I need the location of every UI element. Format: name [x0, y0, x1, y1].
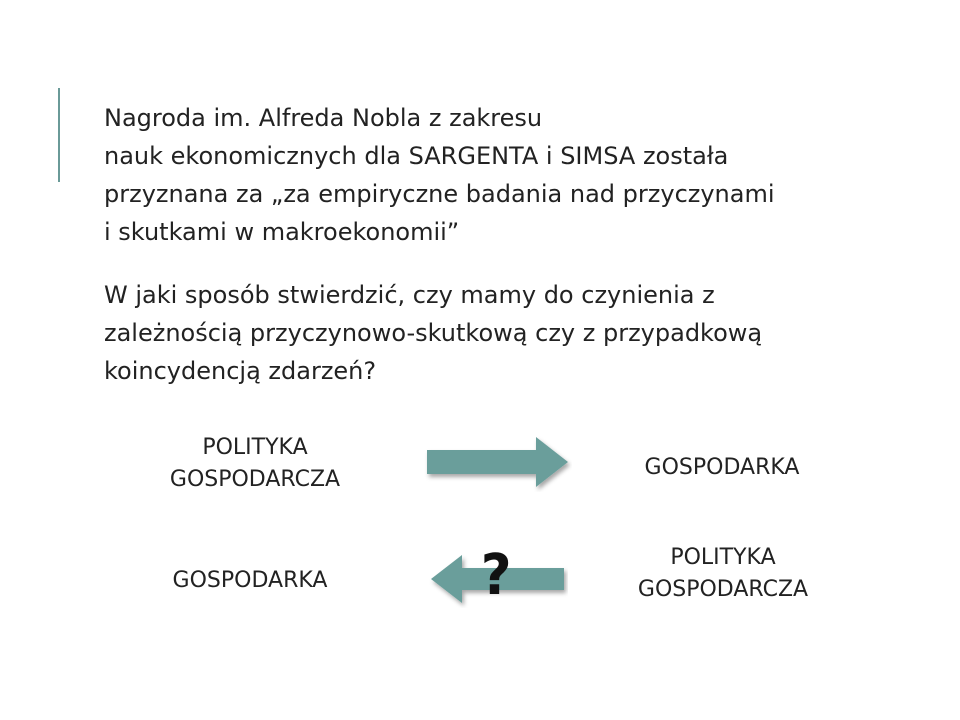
label-line: GOSPODARCZA — [169, 467, 341, 492]
paragraph-line: i skutkami w makroekonomii” — [104, 218, 460, 246]
economy-label-effect — [612, 452, 832, 484]
label-line: GOSPODARKA — [172, 568, 328, 593]
paragraph-line: Nagroda im. Alfreda Nobla z zakresu — [104, 104, 543, 132]
policy-label-effect — [608, 542, 838, 606]
question-mark-icon: ? — [480, 543, 512, 608]
policy-label-cause — [140, 432, 370, 496]
economy-label-cause — [140, 565, 360, 597]
label-line: POLITYKA — [670, 545, 776, 570]
paragraph-line: przyznana za „za empiryczne badania nad przyczynami — [104, 180, 775, 208]
arrow-shape — [427, 437, 568, 487]
label-line: POLITYKA — [202, 435, 308, 460]
label-line: GOSPODARKA — [644, 455, 800, 480]
question-paragraph — [104, 276, 762, 390]
paragraph-line: zależnością przyczynowo-skutkową czy z przypadkową — [104, 319, 763, 347]
accent-bar — [58, 88, 60, 182]
paragraph-line: W jaki sposób stwierdzić, czy mamy do czynienia z — [104, 281, 715, 309]
paragraph-line: koincydencją zdarzeń? — [104, 357, 377, 385]
right-arrow-icon — [424, 434, 572, 492]
paragraph-line: nauk ekonomicznych dla SARGENTA i SIMSA została — [104, 142, 729, 170]
label-line: GOSPODARCZA — [637, 577, 809, 602]
nobel-prize-paragraph — [104, 99, 775, 251]
